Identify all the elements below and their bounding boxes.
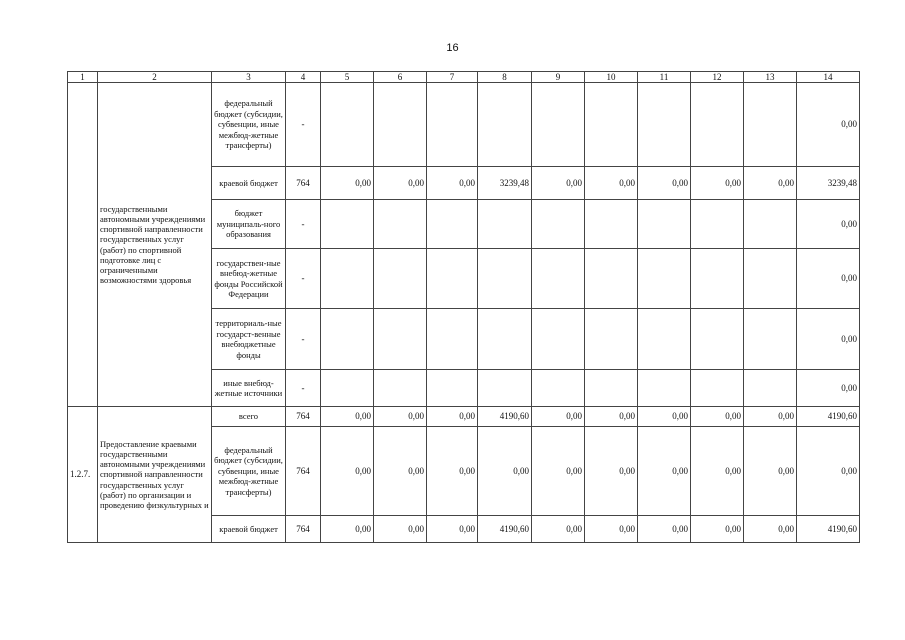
value-cell-11 (638, 83, 691, 167)
value-cell-11: 0,00 (638, 167, 691, 200)
funding-source: бюджет муниципаль-ного образования (212, 200, 286, 249)
value-cell-6: 0,00 (374, 516, 427, 543)
value-cell-9 (532, 200, 585, 249)
value-cell-14: 0,00 (797, 427, 860, 516)
value-cell-8 (478, 83, 532, 167)
value-cell-8: 3239,48 (478, 167, 532, 200)
value-cell-12: 0,00 (691, 516, 744, 543)
item-index: 1.2.7. (68, 407, 98, 543)
value-cell-6 (374, 200, 427, 249)
value-cell-5: 0,00 (321, 407, 374, 427)
value-cell-7 (427, 83, 478, 167)
value-cell-8: 4190,60 (478, 516, 532, 543)
value-cell-12: 0,00 (691, 427, 744, 516)
funding-source: территориаль-ные государст-венные внебюджетные фонды (212, 309, 286, 370)
budget-code: 764 (286, 516, 321, 543)
value-cell-8 (478, 249, 532, 309)
value-cell-12 (691, 83, 744, 167)
value-cell-13: 0,00 (744, 407, 797, 427)
value-cell-6: 0,00 (374, 407, 427, 427)
value-cell-12 (691, 200, 744, 249)
budget-code: 764 (286, 407, 321, 427)
value-cell-10 (585, 370, 638, 407)
funding-source: краевой бюджет (212, 516, 286, 543)
value-cell-6 (374, 249, 427, 309)
value-cell-12 (691, 249, 744, 309)
value-cell-5: 0,00 (321, 167, 374, 200)
value-cell-14: 4190,60 (797, 516, 860, 543)
funding-source: федеральный бюджет (субсидии, субвенции, иные межбюд-жетные трансферты) (212, 83, 286, 167)
value-cell-13 (744, 249, 797, 309)
value-cell-10: 0,00 (585, 427, 638, 516)
budget-table (67, 71, 860, 543)
funding-source: всего (212, 407, 286, 427)
item-index (68, 83, 98, 407)
header-cell-7: 7 (427, 72, 478, 83)
value-cell-7 (427, 370, 478, 407)
header-cell-12: 12 (691, 72, 744, 83)
value-cell-13 (744, 200, 797, 249)
header-cell-4: 4 (286, 72, 321, 83)
budget-code: 764 (286, 427, 321, 516)
header-cell-5: 5 (321, 72, 374, 83)
value-cell-8: 4190,60 (478, 407, 532, 427)
value-cell-14: 0,00 (797, 249, 860, 309)
value-cell-9 (532, 309, 585, 370)
value-cell-13: 0,00 (744, 516, 797, 543)
value-cell-8 (478, 370, 532, 407)
value-cell-11: 0,00 (638, 516, 691, 543)
value-cell-9: 0,00 (532, 167, 585, 200)
value-cell-8 (478, 200, 532, 249)
value-cell-12: 0,00 (691, 407, 744, 427)
value-cell-7 (427, 249, 478, 309)
value-cell-6 (374, 370, 427, 407)
funding-source: краевой бюджет (212, 167, 286, 200)
budget-code: 764 (286, 167, 321, 200)
value-cell-9: 0,00 (532, 407, 585, 427)
header-row (68, 72, 860, 83)
value-cell-5: 0,00 (321, 427, 374, 516)
value-cell-9 (532, 370, 585, 407)
value-cell-7: 0,00 (427, 407, 478, 427)
value-cell-14: 0,00 (797, 370, 860, 407)
funding-source: федеральный бюджет (субсидии, субвенции, иные межбюд-жетные трансферты) (212, 427, 286, 516)
value-cell-11 (638, 249, 691, 309)
value-cell-9 (532, 249, 585, 309)
value-cell-5 (321, 249, 374, 309)
value-cell-11 (638, 200, 691, 249)
value-cell-7: 0,00 (427, 427, 478, 516)
header-cell-10: 10 (585, 72, 638, 83)
value-cell-7 (427, 200, 478, 249)
value-cell-10 (585, 249, 638, 309)
value-cell-13 (744, 309, 797, 370)
value-cell-11 (638, 309, 691, 370)
value-cell-10 (585, 83, 638, 167)
value-cell-14: 0,00 (797, 83, 860, 167)
value-cell-7: 0,00 (427, 167, 478, 200)
header-cell-2: 2 (98, 72, 212, 83)
value-cell-14: 0,00 (797, 309, 860, 370)
value-cell-13: 0,00 (744, 427, 797, 516)
value-cell-10 (585, 200, 638, 249)
value-cell-10: 0,00 (585, 407, 638, 427)
value-cell-5: 0,00 (321, 516, 374, 543)
budget-code: - (286, 370, 321, 407)
table-row (68, 407, 860, 427)
budget-code: - (286, 309, 321, 370)
value-cell-10: 0,00 (585, 167, 638, 200)
value-cell-12 (691, 370, 744, 407)
value-cell-6 (374, 309, 427, 370)
value-cell-13 (744, 83, 797, 167)
value-cell-10 (585, 309, 638, 370)
value-cell-7: 0,00 (427, 516, 478, 543)
value-cell-5 (321, 370, 374, 407)
header-cell-13: 13 (744, 72, 797, 83)
item-description: Предоставление краевыми государственными автономными учреждениями спортивной направленности государственных услуг (работ) по организации и проведению физкультурных и (98, 407, 212, 543)
header-cell-6: 6 (374, 72, 427, 83)
value-cell-6 (374, 83, 427, 167)
value-cell-6: 0,00 (374, 167, 427, 200)
funding-source: иные внебюд-жетные источники (212, 370, 286, 407)
value-cell-11: 0,00 (638, 407, 691, 427)
value-cell-13: 0,00 (744, 167, 797, 200)
value-cell-10: 0,00 (585, 516, 638, 543)
budget-code: - (286, 249, 321, 309)
item-description: государственными автономными учреждениями спортивной направленности государственных услуг (работ) по спортивной подготовке лиц с ограниченными возможностями здоровья (98, 83, 212, 407)
header-cell-11: 11 (638, 72, 691, 83)
value-cell-11 (638, 370, 691, 407)
budget-code: - (286, 83, 321, 167)
table-row (68, 83, 860, 167)
value-cell-9: 0,00 (532, 516, 585, 543)
value-cell-5 (321, 309, 374, 370)
value-cell-6: 0,00 (374, 427, 427, 516)
header-cell-14: 14 (797, 72, 860, 83)
value-cell-5 (321, 83, 374, 167)
value-cell-7 (427, 309, 478, 370)
header-cell-1: 1 (68, 72, 98, 83)
value-cell-12 (691, 309, 744, 370)
value-cell-12: 0,00 (691, 167, 744, 200)
value-cell-5 (321, 200, 374, 249)
header-cell-8: 8 (478, 72, 532, 83)
value-cell-8 (478, 309, 532, 370)
value-cell-14: 0,00 (797, 200, 860, 249)
header-cell-9: 9 (532, 72, 585, 83)
value-cell-9 (532, 83, 585, 167)
page-number: 16 (446, 42, 459, 54)
value-cell-8: 0,00 (478, 427, 532, 516)
value-cell-14: 3239,48 (797, 167, 860, 200)
value-cell-14: 4190,60 (797, 407, 860, 427)
funding-source: государствен-ные внебюд-жетные фонды Российской Федерации (212, 249, 286, 309)
header-cell-3: 3 (212, 72, 286, 83)
value-cell-9: 0,00 (532, 427, 585, 516)
value-cell-11: 0,00 (638, 427, 691, 516)
budget-code: - (286, 200, 321, 249)
value-cell-13 (744, 370, 797, 407)
